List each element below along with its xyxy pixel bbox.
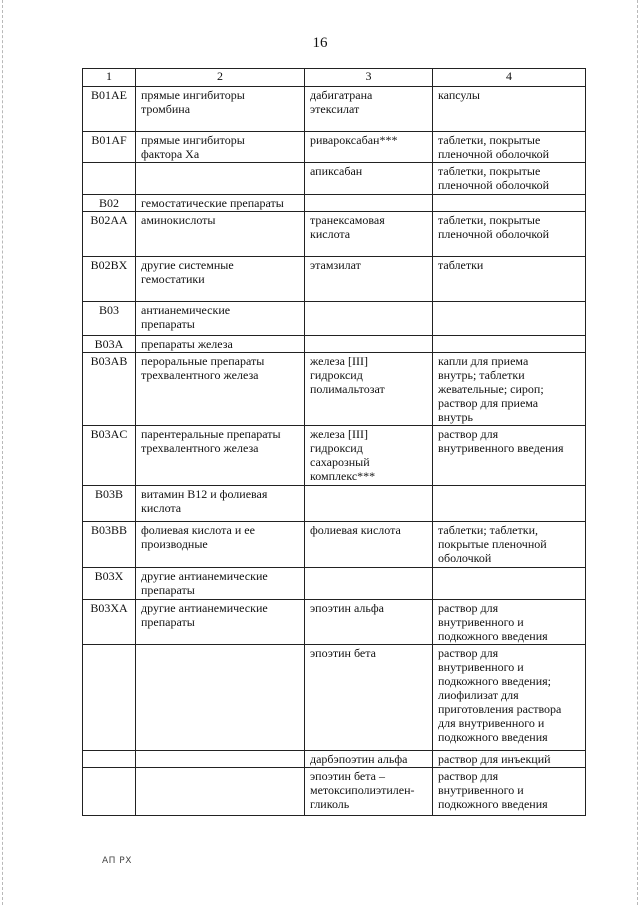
- table-row: [83, 132, 586, 163]
- cell-line: таблетки, покрытые: [438, 164, 541, 178]
- cell-line: сахарозный: [310, 455, 370, 469]
- table-header-row: [83, 69, 586, 87]
- group-cell: [136, 600, 305, 645]
- drug-table: [82, 68, 586, 816]
- table-row: [83, 768, 586, 816]
- cell-line: B03BB: [90, 523, 127, 537]
- cell-line: B03: [98, 303, 119, 317]
- dosage-form-cell: [433, 163, 586, 195]
- cell-line: ривароксабан***: [310, 133, 398, 147]
- dosage-form-cell: [433, 751, 586, 768]
- atc-code-cell: [83, 87, 136, 132]
- atc-code-cell: [83, 132, 136, 163]
- cell-line: подкожного введения: [438, 629, 548, 643]
- cell-line: покрытые пленочной: [438, 537, 547, 551]
- cell-line: гидроксид: [310, 368, 363, 382]
- cell-line: раствор для: [438, 646, 499, 660]
- dosage-form-cell: [433, 87, 586, 132]
- cell-line: фактора Ха: [141, 147, 200, 161]
- dosage-form-cell: [433, 257, 586, 302]
- cell-line: лиофилизат для: [438, 688, 519, 702]
- atc-code-cell: [83, 568, 136, 600]
- group-cell: [136, 257, 305, 302]
- header-col-4: 4: [433, 69, 586, 87]
- page-number: 16: [312, 35, 328, 51]
- table-row: [83, 336, 586, 353]
- cell-line: таблетки, покрытые: [438, 133, 541, 147]
- atc-code-cell: [83, 426, 136, 486]
- cell-line: B03A: [94, 337, 124, 351]
- cell-line: гемостатические препараты: [141, 196, 284, 210]
- inn-cell: [305, 132, 433, 163]
- table-row: [83, 212, 586, 257]
- table-row: [83, 302, 586, 336]
- table-row: [83, 522, 586, 568]
- cell-line: внутривенного и: [438, 783, 524, 797]
- atc-code-cell: [83, 600, 136, 645]
- cell-line: раствор для: [438, 427, 499, 441]
- table-row: [83, 600, 586, 645]
- inn-cell: [305, 87, 433, 132]
- cell-line: пленочной оболочкой: [438, 227, 550, 241]
- dosage-form-cell: [433, 522, 586, 568]
- cell-line: B01AF: [91, 133, 127, 147]
- group-cell: [136, 751, 305, 768]
- group-cell: [136, 768, 305, 816]
- inn-cell: [305, 522, 433, 568]
- cell-line: антианемические: [141, 303, 231, 317]
- cell-line: эпоэтин бета –: [310, 769, 385, 783]
- dosage-form-cell: [433, 302, 586, 336]
- cell-line: внутривенного введения: [438, 441, 564, 455]
- cell-line: для внутривенного и: [438, 716, 545, 730]
- inn-cell: [305, 600, 433, 645]
- inn-cell: [305, 768, 433, 816]
- cell-line: тромбина: [141, 102, 191, 116]
- inn-cell: [305, 163, 433, 195]
- cell-line: гликоль: [310, 797, 350, 811]
- cell-line: B03AC: [90, 427, 128, 441]
- cell-line: фолиевая кислота и ее: [141, 523, 255, 537]
- table-row: [83, 195, 586, 212]
- table-row: [83, 568, 586, 600]
- atc-code-cell: [83, 195, 136, 212]
- group-cell: [136, 163, 305, 195]
- cell-line: железа [III]: [310, 354, 368, 368]
- cell-line: гидроксид: [310, 441, 363, 455]
- group-cell: [136, 353, 305, 426]
- dosage-form-cell: [433, 768, 586, 816]
- cell-line: оболочкой: [438, 551, 492, 565]
- dosage-form-cell: [433, 212, 586, 257]
- inn-cell: [305, 212, 433, 257]
- table-row: [83, 751, 586, 768]
- dosage-form-cell: [433, 195, 586, 212]
- group-cell: [136, 522, 305, 568]
- table-row: [83, 486, 586, 522]
- cell-line: аминокислоты: [141, 213, 216, 227]
- group-cell: [136, 87, 305, 132]
- cell-line: кислота: [310, 227, 351, 241]
- table-row: [83, 353, 586, 426]
- atc-code-cell: [83, 751, 136, 768]
- cell-line: таблетки: [438, 258, 484, 272]
- cell-line: производные: [141, 537, 208, 551]
- header-col-1: 1: [83, 69, 136, 87]
- cell-line: капсулы: [438, 88, 480, 102]
- cell-line: полимальтозат: [310, 382, 385, 396]
- cell-line: жевательные; сироп;: [438, 382, 544, 396]
- cell-line: раствор для приема: [438, 396, 539, 410]
- cell-line: B02AA: [90, 213, 128, 227]
- cell-line: капли для приема: [438, 354, 529, 368]
- cell-line: B02: [98, 196, 119, 210]
- group-cell: [136, 426, 305, 486]
- group-cell: [136, 645, 305, 751]
- cell-line: этамзилат: [310, 258, 361, 272]
- atc-code-cell: [83, 212, 136, 257]
- cell-line: препараты: [141, 583, 195, 597]
- cell-line: препараты железа: [141, 337, 233, 351]
- inn-cell: [305, 257, 433, 302]
- atc-code-cell: [83, 353, 136, 426]
- cell-line: трехвалентного железа: [141, 368, 259, 382]
- cell-line: метоксиполиэтилен-: [310, 783, 415, 797]
- group-cell: [136, 195, 305, 212]
- scan-edge-left: [2, 0, 3, 905]
- cell-line: B03X: [94, 569, 124, 583]
- scan-edge-right: [637, 0, 638, 905]
- dosage-form-cell: [433, 486, 586, 522]
- group-cell: [136, 486, 305, 522]
- atc-code-cell: [83, 645, 136, 751]
- atc-code-cell: [83, 522, 136, 568]
- dosage-form-cell: [433, 426, 586, 486]
- cell-line: фолиевая кислота: [310, 523, 401, 537]
- cell-line: препараты: [141, 317, 195, 331]
- dosage-form-cell: [433, 132, 586, 163]
- cell-line: гемостатики: [141, 272, 205, 286]
- inn-cell: [305, 486, 433, 522]
- cell-line: препараты: [141, 615, 195, 629]
- cell-line: другие антианемические: [141, 569, 268, 583]
- cell-line: парентеральные препараты: [141, 427, 281, 441]
- cell-line: B02BX: [90, 258, 128, 272]
- table-row: [83, 257, 586, 302]
- inn-cell: [305, 568, 433, 600]
- cell-line: подкожного введения: [438, 730, 548, 744]
- group-cell: [136, 568, 305, 600]
- dosage-form-cell: [433, 336, 586, 353]
- cell-line: подкожного введения: [438, 797, 548, 811]
- table-body: [83, 87, 586, 816]
- atc-code-cell: [83, 336, 136, 353]
- cell-line: раствор для инъекций: [438, 752, 551, 766]
- cell-line: витамин B12 и фолиевая: [141, 487, 268, 501]
- cell-line: раствор для: [438, 769, 499, 783]
- inn-cell: [305, 302, 433, 336]
- cell-line: эпоэтин альфа: [310, 601, 384, 615]
- cell-line: пленочной оболочкой: [438, 147, 550, 161]
- dosage-form-cell: [433, 568, 586, 600]
- cell-line: этексилат: [310, 102, 360, 116]
- cell-line: другие антианемические: [141, 601, 268, 615]
- cell-line: внутривенного и: [438, 615, 524, 629]
- atc-code-cell: [83, 302, 136, 336]
- group-cell: [136, 132, 305, 163]
- cell-line: внутрь: [438, 410, 473, 424]
- inn-cell: [305, 426, 433, 486]
- cell-line: B01AE: [91, 88, 127, 102]
- cell-line: внутривенного и: [438, 660, 524, 674]
- cell-line: дарбэпоэтин альфа: [310, 752, 408, 766]
- table-row: [83, 163, 586, 195]
- group-cell: [136, 336, 305, 353]
- cell-line: B03B: [94, 487, 123, 501]
- cell-line: B03AB: [90, 354, 128, 368]
- cell-line: раствор для: [438, 601, 499, 615]
- header-col-3: 3: [305, 69, 433, 87]
- cell-line: внутрь; таблетки: [438, 368, 525, 382]
- inn-cell: [305, 353, 433, 426]
- atc-code-cell: [83, 768, 136, 816]
- cell-line: пероральные препараты: [141, 354, 265, 368]
- cell-line: пленочной оболочкой: [438, 178, 550, 192]
- header-col-2: 2: [136, 69, 305, 87]
- table-row: [83, 426, 586, 486]
- table-row: [83, 87, 586, 132]
- cell-line: трехвалентного железа: [141, 441, 259, 455]
- inn-cell: [305, 645, 433, 751]
- cell-line: апиксабан: [310, 164, 363, 178]
- cell-line: другие системные: [141, 258, 234, 272]
- cell-line: таблетки; таблетки,: [438, 523, 539, 537]
- table-row: [83, 645, 586, 751]
- cell-line: прямые ингибиторы: [141, 88, 245, 102]
- cell-line: комплекс***: [310, 469, 376, 483]
- cell-line: железа [III]: [310, 427, 368, 441]
- cell-line: приготовления раствора: [438, 702, 562, 716]
- footer-mark: АП РХ: [102, 856, 132, 866]
- dosage-form-cell: [433, 600, 586, 645]
- cell-line: эпоэтин бета: [310, 646, 376, 660]
- atc-code-cell: [83, 486, 136, 522]
- cell-line: таблетки, покрытые: [438, 213, 541, 227]
- inn-cell: [305, 751, 433, 768]
- cell-line: транексамовая: [310, 213, 385, 227]
- inn-cell: [305, 336, 433, 353]
- cell-line: кислота: [141, 501, 182, 515]
- dosage-form-cell: [433, 645, 586, 751]
- atc-code-cell: [83, 163, 136, 195]
- cell-line: B03XA: [90, 601, 128, 615]
- cell-line: подкожного введения;: [438, 674, 551, 688]
- group-cell: [136, 212, 305, 257]
- group-cell: [136, 302, 305, 336]
- atc-code-cell: [83, 257, 136, 302]
- cell-line: дабигатрана: [310, 88, 373, 102]
- dosage-form-cell: [433, 353, 586, 426]
- inn-cell: [305, 195, 433, 212]
- cell-line: прямые ингибиторы: [141, 133, 245, 147]
